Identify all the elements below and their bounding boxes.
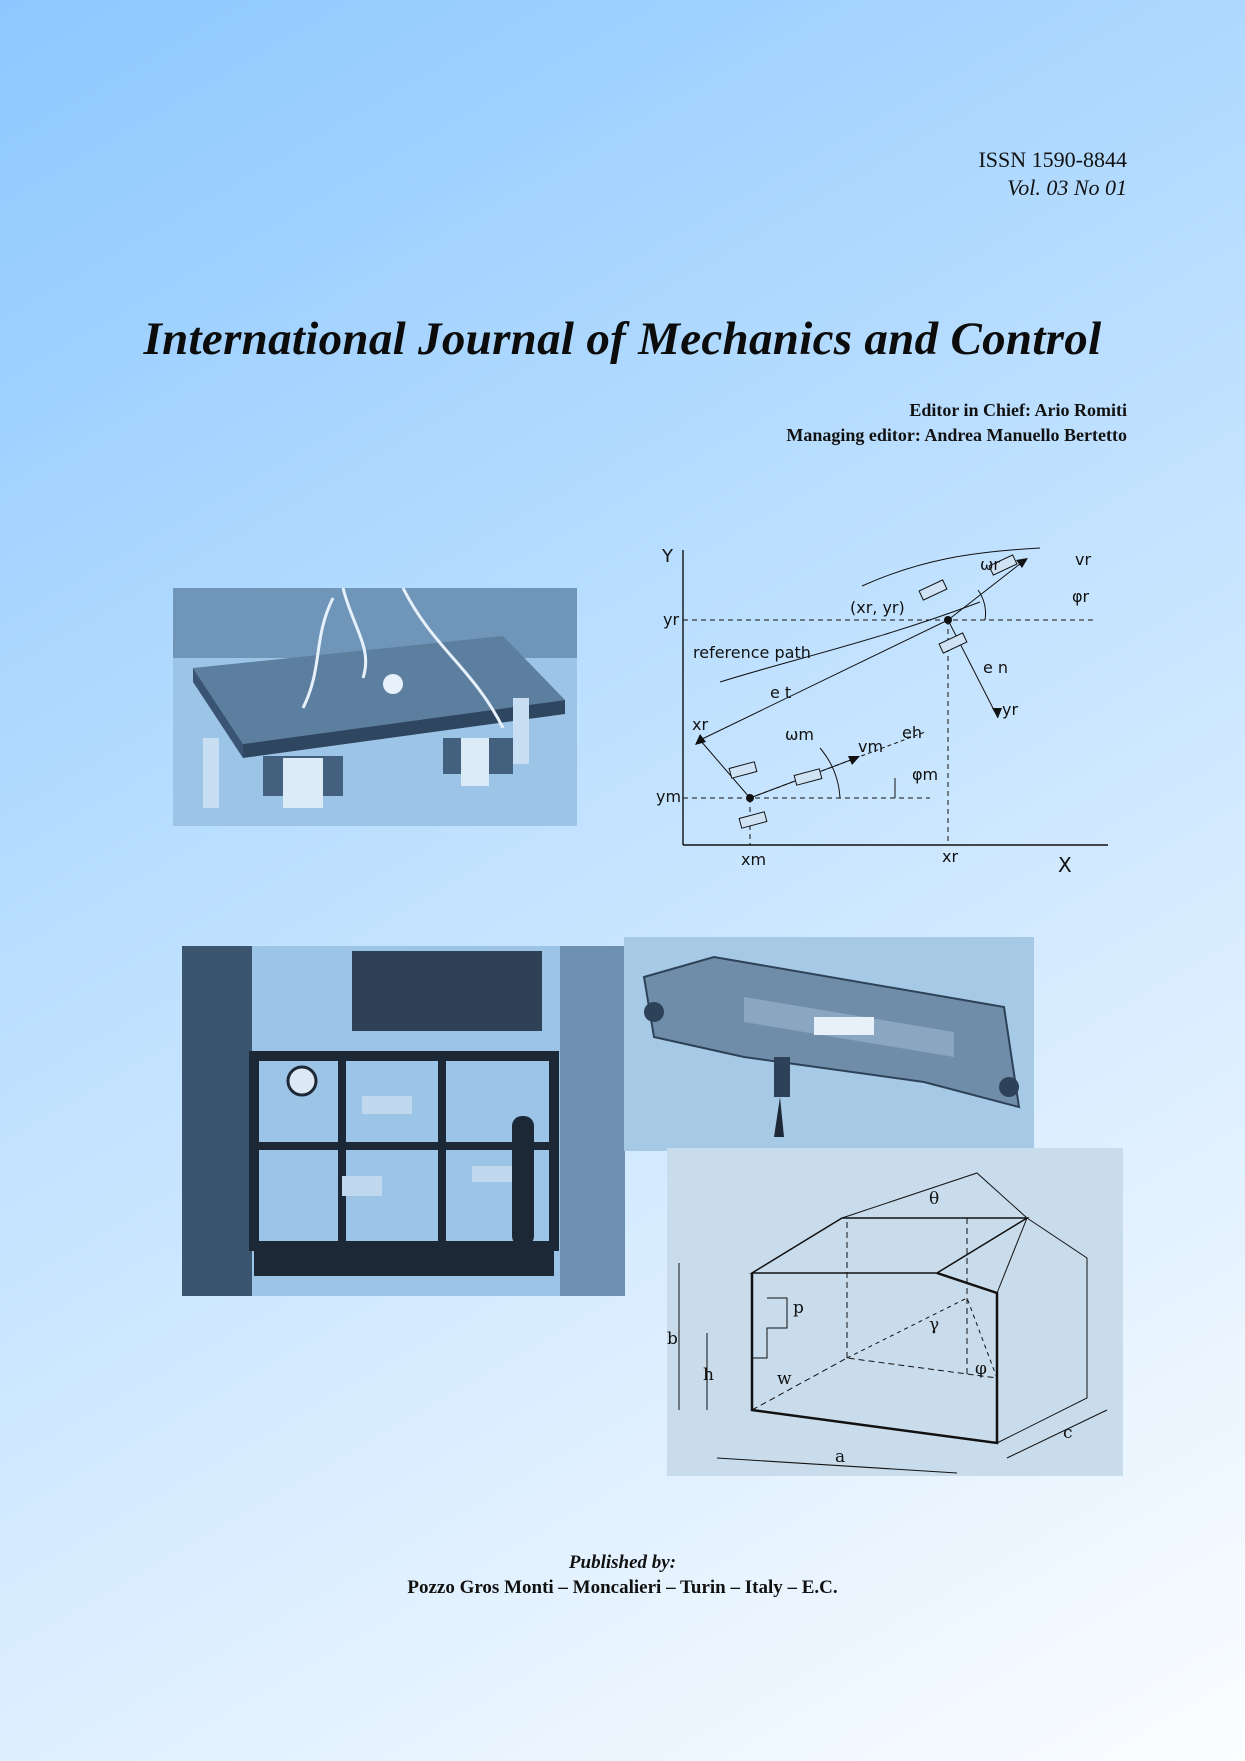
- journal-title: International Journal of Mechanics and Control: [143, 313, 1102, 365]
- label-v-r: vr: [1075, 550, 1092, 569]
- label-e-h: eh: [902, 723, 922, 742]
- label-c: c: [1063, 1423, 1073, 1443]
- label-point: (xr, yr): [850, 598, 905, 617]
- issn-number: ISSN 1590-8844: [978, 147, 1127, 172]
- label-a: a: [835, 1447, 846, 1467]
- editor-in-chief: Editor in Chief: Ario Romiti: [909, 400, 1127, 420]
- label-b: b: [667, 1329, 678, 1349]
- label-xm: xm: [741, 850, 767, 869]
- gripper-photo: [173, 588, 577, 826]
- label-omega-r: ωr: [980, 555, 1000, 574]
- bumper-part-image: [624, 937, 1034, 1151]
- label-x-r-axis: xr: [692, 715, 709, 734]
- label-ym: ym: [656, 787, 682, 806]
- volume-number: Vol. 03 No 01: [1007, 175, 1127, 200]
- label-y-r-axis: yr: [1002, 700, 1019, 719]
- issn-block: [978, 146, 1127, 202]
- kinematics-diagram: [640, 540, 1110, 880]
- label-w: w: [777, 1369, 792, 1389]
- label-gamma: γ: [929, 1315, 940, 1335]
- test-bench-photo: [182, 946, 625, 1296]
- label-e-n: e n: [983, 658, 1009, 677]
- label-phi-r: φr: [1072, 587, 1090, 606]
- label-xr: xr: [942, 847, 959, 866]
- label-reference-path: reference path: [693, 643, 811, 662]
- label-e-t: e t: [770, 683, 792, 702]
- label-axis-x: X: [1058, 853, 1072, 877]
- publisher-block: [0, 1550, 1245, 1600]
- label-omega-m: ωm: [785, 725, 814, 744]
- label-v-m: vm: [858, 737, 884, 756]
- published-by-label: Published by:: [568, 1552, 677, 1573]
- label-axis-y: Y: [662, 546, 673, 567]
- label-theta: θ: [929, 1189, 940, 1209]
- publisher-name: Pozzo Gros Monti – Moncalieri – Turin – Italy – E.C.: [407, 1577, 838, 1598]
- label-h: h: [703, 1365, 714, 1385]
- editors-block: [786, 398, 1127, 448]
- label-phi-m: φm: [912, 765, 939, 784]
- label-yr: yr: [663, 610, 680, 629]
- label-p: p: [793, 1298, 804, 1318]
- box-geometry-diagram: [667, 1148, 1123, 1476]
- managing-editor: Managing editor: Andrea Manuello Bertetto: [786, 425, 1127, 445]
- label-phi: φ: [975, 1359, 987, 1379]
